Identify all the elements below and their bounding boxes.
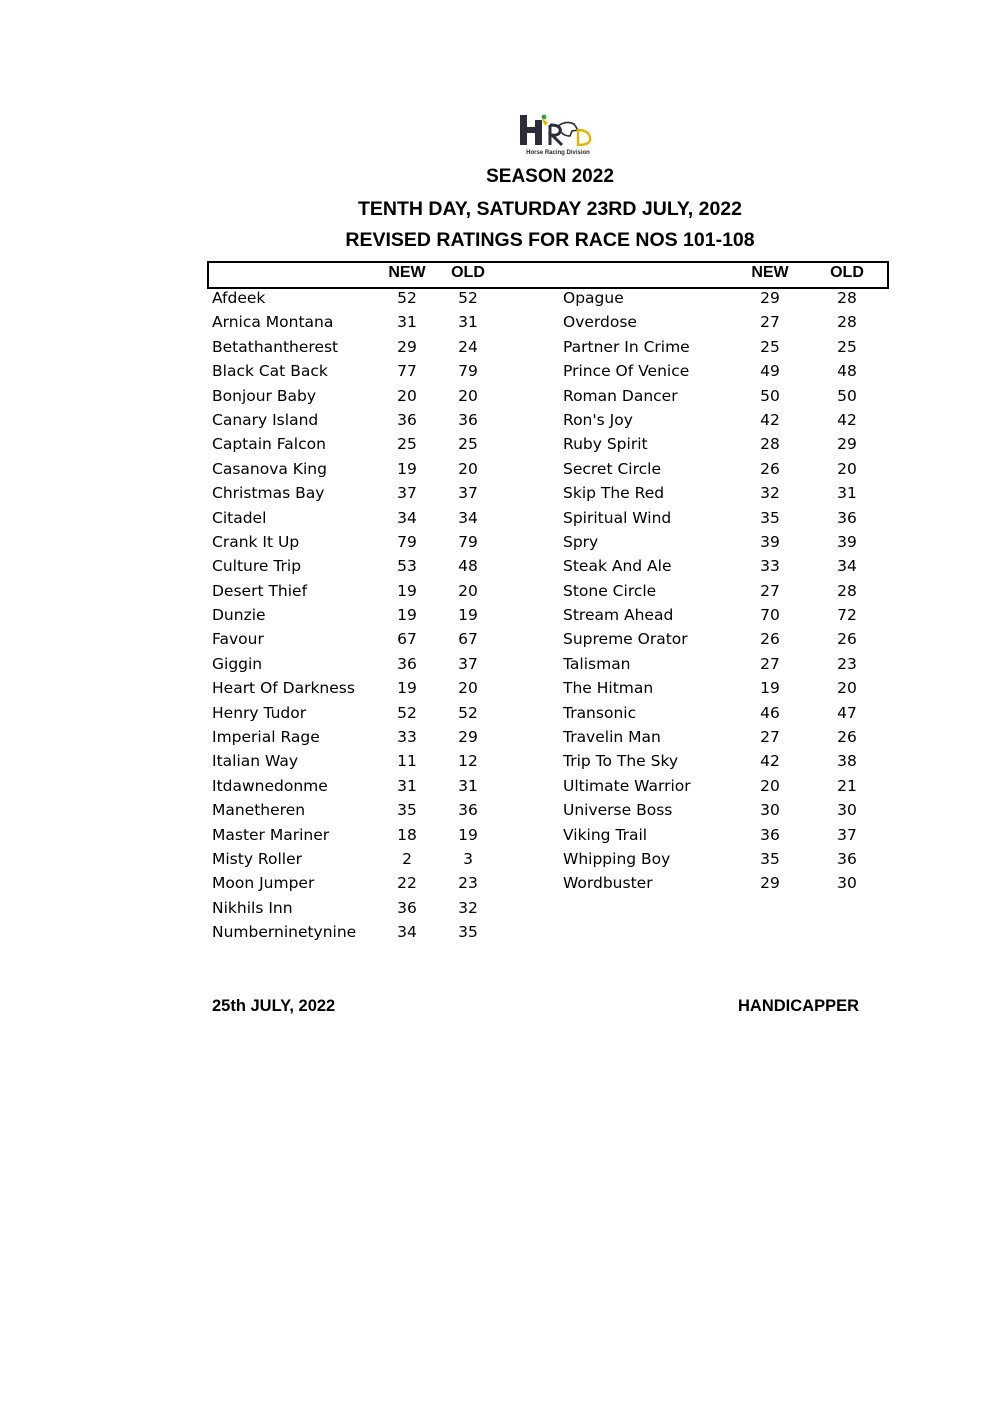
footer-signature: HANDICAPPER	[738, 997, 860, 1015]
new-rating: 27	[760, 654, 780, 673]
rating-row	[563, 408, 883, 432]
rating-row	[563, 530, 883, 554]
horse-name: Ron's Joy	[563, 410, 633, 429]
new-rating: 31	[397, 776, 417, 795]
new-rating: 35	[397, 801, 417, 820]
new-rating: 42	[760, 410, 780, 429]
footer-date: 25th JULY, 2022	[212, 997, 336, 1015]
horse-name: Travelin Man	[563, 728, 661, 747]
old-rating: 23	[837, 654, 857, 673]
left-new-column-header: NEW	[388, 264, 426, 281]
old-rating: 31	[837, 484, 857, 503]
new-rating: 35	[760, 849, 780, 868]
old-rating: 37	[458, 484, 478, 503]
new-rating: 34	[397, 923, 417, 942]
rating-row	[212, 310, 512, 334]
new-rating: 18	[397, 825, 417, 844]
old-rating: 42	[837, 410, 857, 429]
horse-name: Viking Trail	[563, 825, 648, 844]
new-rating: 35	[760, 508, 780, 527]
old-rating: 28	[837, 313, 857, 332]
new-rating: 42	[760, 752, 780, 771]
rating-row	[212, 554, 512, 578]
new-rating: 37	[397, 484, 417, 503]
new-rating: 31	[397, 313, 417, 332]
horse-name: Captain Falcon	[212, 435, 326, 454]
horse-name: Wordbuster	[563, 874, 653, 893]
horse-name: Overdose	[563, 313, 637, 332]
rating-row	[212, 408, 512, 432]
rating-row	[212, 847, 512, 871]
new-rating: 11	[397, 752, 417, 771]
new-rating: 26	[760, 630, 780, 649]
new-rating: 2	[402, 849, 412, 868]
horse-name: Imperial Rage	[212, 728, 320, 747]
horse-name: Giggin	[212, 654, 263, 673]
new-rating: 33	[760, 557, 780, 576]
right-old-column-header: OLD	[830, 264, 864, 281]
old-rating: 36	[837, 849, 857, 868]
right-ratings-list	[563, 286, 883, 896]
horse-name: Favour	[212, 630, 264, 649]
rating-row	[563, 335, 883, 359]
horse-name: Steak And Ale	[563, 557, 672, 576]
rating-row	[212, 359, 512, 383]
old-rating: 24	[458, 337, 478, 356]
horse-name: Trip To The Sky	[563, 752, 679, 771]
horse-name: Talisman	[563, 654, 631, 673]
old-rating: 30	[837, 801, 857, 820]
horse-name: Italian Way	[212, 752, 299, 771]
rating-row	[212, 871, 512, 895]
new-rating: 52	[397, 703, 417, 722]
new-rating: 27	[760, 728, 780, 747]
new-rating: 19	[397, 459, 417, 478]
old-rating: 52	[458, 289, 478, 307]
rating-row	[563, 823, 883, 847]
old-rating: 72	[837, 606, 857, 625]
horse-name: Moon Jumper	[212, 874, 315, 893]
old-rating: 26	[837, 728, 857, 747]
new-rating: 29	[760, 874, 780, 893]
old-rating: 20	[837, 679, 857, 698]
old-rating: 26	[837, 630, 857, 649]
old-rating: 32	[458, 898, 478, 917]
rating-row	[563, 774, 883, 798]
new-rating: 27	[760, 313, 780, 332]
horse-name: Henry Tudor	[212, 703, 307, 722]
old-rating: 20	[458, 581, 478, 600]
old-rating: 52	[458, 703, 478, 722]
old-rating: 48	[458, 557, 478, 576]
new-rating: 25	[760, 337, 780, 356]
old-rating: 47	[837, 703, 857, 722]
old-rating: 36	[458, 410, 478, 429]
rating-row	[212, 774, 512, 798]
new-rating: 77	[397, 362, 417, 381]
old-rating: 25	[458, 435, 478, 454]
new-rating: 79	[397, 532, 417, 551]
horse-name: Betathantherest	[212, 337, 339, 356]
new-rating: 29	[397, 337, 417, 356]
new-rating: 36	[760, 825, 780, 844]
new-rating: 36	[397, 898, 417, 917]
rating-row	[563, 554, 883, 578]
old-rating: 28	[837, 289, 857, 307]
rating-row	[212, 432, 512, 456]
new-rating: 33	[397, 728, 417, 747]
new-rating: 52	[397, 289, 417, 307]
new-rating: 22	[397, 874, 417, 893]
new-rating: 29	[760, 289, 780, 307]
new-rating: 20	[397, 386, 417, 405]
new-rating: 67	[397, 630, 417, 649]
old-rating: 19	[458, 606, 478, 625]
horse-name: Culture Trip	[212, 557, 302, 576]
rating-row	[563, 310, 883, 334]
new-rating: 53	[397, 557, 417, 576]
rating-row	[212, 676, 512, 700]
old-rating: 20	[458, 386, 478, 405]
horse-name: Secret Circle	[563, 459, 661, 478]
rating-row	[212, 603, 512, 627]
old-rating: 20	[837, 459, 857, 478]
rating-row	[563, 286, 883, 310]
old-rating: 23	[458, 874, 478, 893]
new-rating: 20	[760, 776, 780, 795]
new-rating: 30	[760, 801, 780, 820]
new-rating: 26	[760, 459, 780, 478]
new-rating: 39	[760, 532, 780, 551]
rating-row	[212, 335, 512, 359]
horse-name: Opague	[563, 289, 624, 307]
new-rating: 32	[760, 484, 780, 503]
rating-row	[212, 652, 512, 676]
old-rating: 25	[837, 337, 857, 356]
old-rating: 36	[458, 801, 478, 820]
rating-row	[563, 384, 883, 408]
horse-name: Bonjour Baby	[212, 386, 316, 405]
rating-row	[212, 896, 512, 920]
old-rating: 36	[837, 508, 857, 527]
horse-name: Manetheren	[212, 801, 306, 820]
rating-row	[563, 579, 883, 603]
rating-row	[212, 530, 512, 554]
old-rating: 30	[837, 874, 857, 893]
horse-name: Supreme Orator	[563, 630, 688, 649]
left-old-column-header: OLD	[451, 264, 485, 281]
rating-row	[563, 652, 883, 676]
horse-name: Itdawnedonme	[212, 776, 328, 795]
old-rating: 79	[458, 362, 478, 381]
horse-name: Ultimate Warrior	[563, 776, 691, 795]
old-rating: 20	[458, 679, 478, 698]
day-heading: TENTH DAY, SATURDAY 23RD JULY, 2022	[357, 198, 742, 220]
horse-name: Partner In Crime	[563, 337, 690, 356]
rating-row	[563, 627, 883, 651]
old-rating: 19	[458, 825, 478, 844]
horse-name: Stone Circle	[563, 581, 657, 600]
horse-name: Black Cat Back	[212, 362, 328, 381]
horse-name: Universe Boss	[563, 801, 673, 820]
old-rating: 37	[837, 825, 857, 844]
horse-name: The Hitman	[563, 679, 654, 698]
old-rating: 29	[837, 435, 857, 454]
new-rating: 19	[397, 581, 417, 600]
old-rating: 39	[837, 532, 857, 551]
new-rating: 25	[397, 435, 417, 454]
rating-row	[563, 676, 883, 700]
old-rating: 3	[463, 849, 473, 868]
horse-name: Ruby Spirit	[563, 435, 648, 454]
horse-name: Citadel	[212, 508, 267, 527]
rating-row	[563, 749, 883, 773]
new-rating: 28	[760, 435, 780, 454]
rating-row	[563, 871, 883, 895]
old-rating: 28	[837, 581, 857, 600]
old-rating: 29	[458, 728, 478, 747]
new-rating: 36	[397, 654, 417, 673]
horse-name: Desert Thief	[212, 581, 308, 600]
logo-caption: Horse Racing Division	[526, 150, 590, 156]
old-rating: 79	[458, 532, 478, 551]
old-rating: 20	[458, 459, 478, 478]
horse-name: Nikhils Inn	[212, 898, 293, 917]
rating-row	[563, 603, 883, 627]
rating-row	[212, 725, 512, 749]
rating-row	[563, 481, 883, 505]
rating-row	[563, 798, 883, 822]
old-rating: 21	[837, 776, 857, 795]
rating-row	[212, 749, 512, 773]
new-rating: 19	[760, 679, 780, 698]
new-rating: 46	[760, 703, 780, 722]
rating-row	[212, 701, 512, 725]
old-rating: 67	[458, 630, 478, 649]
new-rating: 49	[760, 362, 780, 381]
old-rating: 12	[458, 752, 478, 771]
rating-row	[212, 579, 512, 603]
horse-name: Spry	[563, 532, 599, 551]
new-rating: 34	[397, 508, 417, 527]
old-rating: 38	[837, 752, 857, 771]
new-rating: 70	[760, 606, 780, 625]
rating-row	[212, 823, 512, 847]
horse-name: Master Mariner	[212, 825, 330, 844]
rating-row	[212, 286, 512, 310]
old-rating: 31	[458, 776, 478, 795]
new-rating: 50	[760, 386, 780, 405]
old-rating: 35	[458, 923, 478, 942]
rating-row	[212, 384, 512, 408]
old-rating: 34	[837, 557, 857, 576]
rating-row	[563, 457, 883, 481]
horse-name: Skip The Red	[563, 484, 665, 503]
new-rating: 36	[397, 410, 417, 429]
rating-row	[212, 627, 512, 651]
horse-name: Dunzie	[212, 606, 266, 625]
old-rating: 48	[837, 362, 857, 381]
ratings-title: REVISED RATINGS FOR RACE NOS 101-108	[345, 229, 755, 251]
rating-row	[563, 359, 883, 383]
horse-name: Spiritual Wind	[563, 508, 672, 527]
rating-row	[563, 432, 883, 456]
left-ratings-list	[212, 286, 512, 945]
rating-row	[212, 457, 512, 481]
horse-name: Prince Of Venice	[563, 362, 690, 381]
horse-name: Transonic	[563, 703, 637, 722]
horse-name: Casanova King	[212, 459, 327, 478]
new-rating: 27	[760, 581, 780, 600]
rating-row	[563, 506, 883, 530]
horse-name: Christmas Bay	[212, 484, 325, 503]
horse-name: Arnica Montana	[212, 313, 334, 332]
horse-name: Stream Ahead	[563, 606, 674, 625]
horse-name: Afdeek	[212, 289, 266, 307]
horse-name: Crank It Up	[212, 532, 300, 551]
season-heading: SEASON 2022	[486, 166, 614, 187]
horse-name: Heart Of Darkness	[212, 679, 355, 698]
rating-row	[212, 506, 512, 530]
new-rating: 19	[397, 606, 417, 625]
horse-name: Whipping Boy	[563, 849, 671, 868]
rating-row	[563, 701, 883, 725]
horse-name: Canary Island	[212, 410, 319, 429]
old-rating: 34	[458, 508, 478, 527]
horse-name: Misty Roller	[212, 849, 303, 868]
rating-row	[212, 920, 512, 944]
new-rating: 19	[397, 679, 417, 698]
horse-name: Roman Dancer	[563, 386, 678, 405]
rating-row	[563, 725, 883, 749]
old-rating: 37	[458, 654, 478, 673]
horse-name: Numberninetynine	[212, 923, 357, 942]
old-rating: 31	[458, 313, 478, 332]
rating-row	[212, 798, 512, 822]
old-rating: 50	[837, 386, 857, 405]
right-new-column-header: NEW	[751, 264, 789, 281]
rating-row	[563, 847, 883, 871]
rating-row	[212, 481, 512, 505]
